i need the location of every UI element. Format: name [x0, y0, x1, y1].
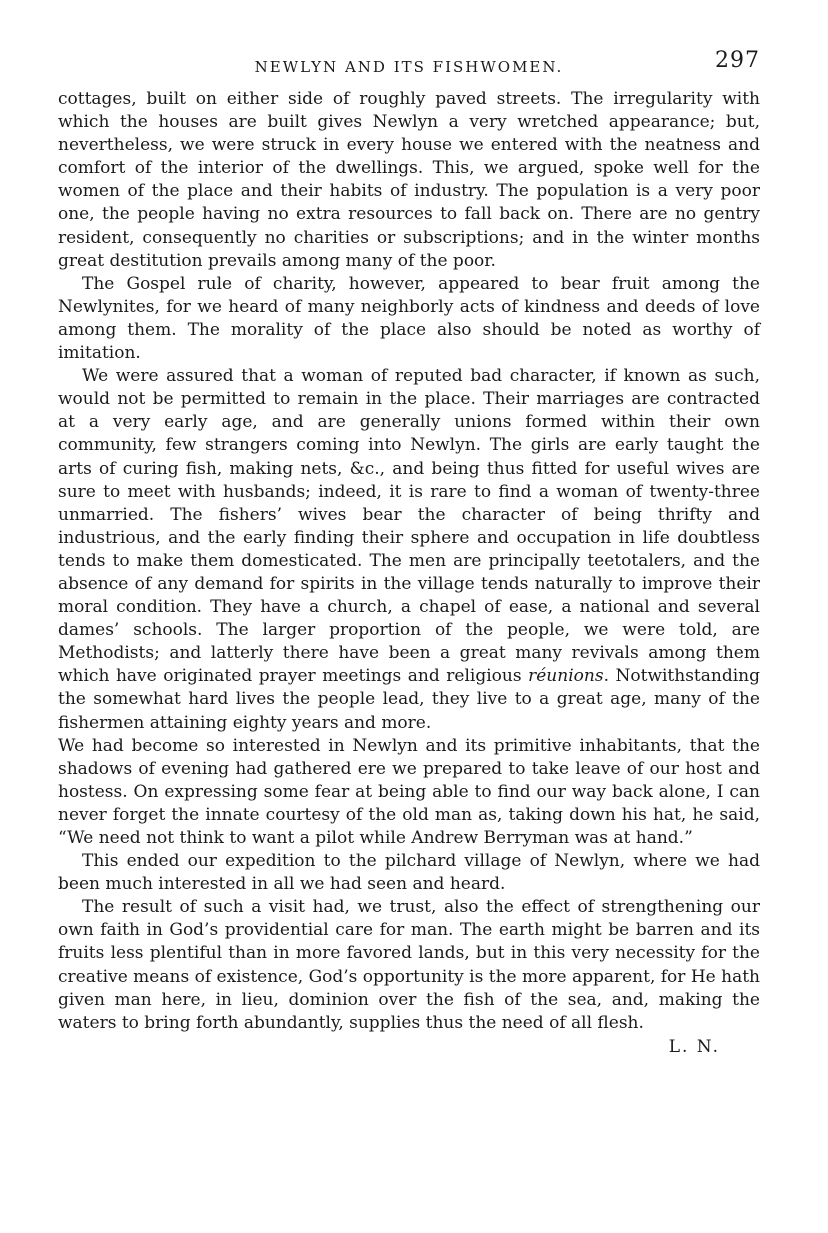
paragraph-6: The result of such a visit had, we trust, also the effect of strengthening our own faith in God’s providential care for man. The earth might be barren and its fruits less plentiful than in more favored lands, but in this very necessity for the creative means of existence, God’s opportunity is the more apparent, for He hath given man here, in lieu, dominion over the fish of the sea, and, making the waters to bring forth abundantly, supplies thus the need of all flesh.	[58, 897, 760, 1033]
paragraph-1: cottages, built on either side of roughly paved streets. The irregularity with which the houses are built gives Newlyn a very wretched appearance; but, nevertheless, we were struck in every house we entered with the neatness and comfort of the interior of the dwellings. This, we argued, spoke well for the women of the place and their habits of industry. The population is a very poor one, the people having no extra resources to fall back on. There are no gentry resident, consequently no charities or subscriptions; and in the winter months great destitution prevails among many of the poor.	[58, 89, 760, 271]
running-head	[58, 48, 760, 88]
paragraph-2: The Gospel rule of charity, however, appeared to bear fruit among the Newlynites, for we heard of many neighborly acts of kindness and deeds of love among them. The morality of the place also should be noted as worthy of imitation.	[58, 273, 760, 364]
paragraph-3-text: We were assured that a woman of reputed bad character, if known as such, would not be permitted to remain in the place. Their marriages are contracted at a very early age, and are generally unions formed within their own community, few strangers coming into Newlyn. The girls are early taught the arts of curing fish, making nets, &c., and being thus fitted for useful wives are sure to meet with husbands; indeed, it is rare to find a woman of twenty-three unmarried. The fishers’ wives bear the character of being thrifty and industrious, and the early finding their sphere and occupation in life doubtless tends to make them domesticated. The men are principally teetotalers, and the absence of any demand for spirits in the village tends naturally to improve their moral condition. They have a church, a chapel of ease, a national and several dames’ schools. The larger proportion of the people, we were told, are Methodists; and latterly there have been a great many revivals among them which have originated prayer meetings and religious	[58, 366, 760, 687]
paragraph-4: We had become so interested in Newlyn and its primitive inhabitants, that the shadows of evening had gathered ere we prepared to take leave of our host and hostess. On expressing some fear at being able to find our way back alone, I can never forget the innate courtesy of the old man as, taking down his hat, he said, “We need not think to want a pilot while Andrew Berryman was at hand.”	[58, 735, 760, 848]
running-title: NEWLYN AND ITS FISHWOMEN.	[254, 58, 564, 76]
italic-word: réunions	[528, 666, 604, 687]
book-page	[58, 48, 760, 1057]
body-text	[58, 88, 760, 1035]
signature: L. N.	[668, 1036, 720, 1057]
paragraph-5: This ended our expedition to the pilchard village of Newlyn, where we had been much interested in all we had seen and heard.	[58, 851, 760, 895]
paragraph-3	[58, 365, 760, 735]
page-number: 297	[715, 48, 760, 73]
paragraph-3-tail: . Notwithstanding the somewhat hard lives the people lead, they live to a great age, many of the fishermen attaining eighty years and more.	[58, 666, 760, 733]
